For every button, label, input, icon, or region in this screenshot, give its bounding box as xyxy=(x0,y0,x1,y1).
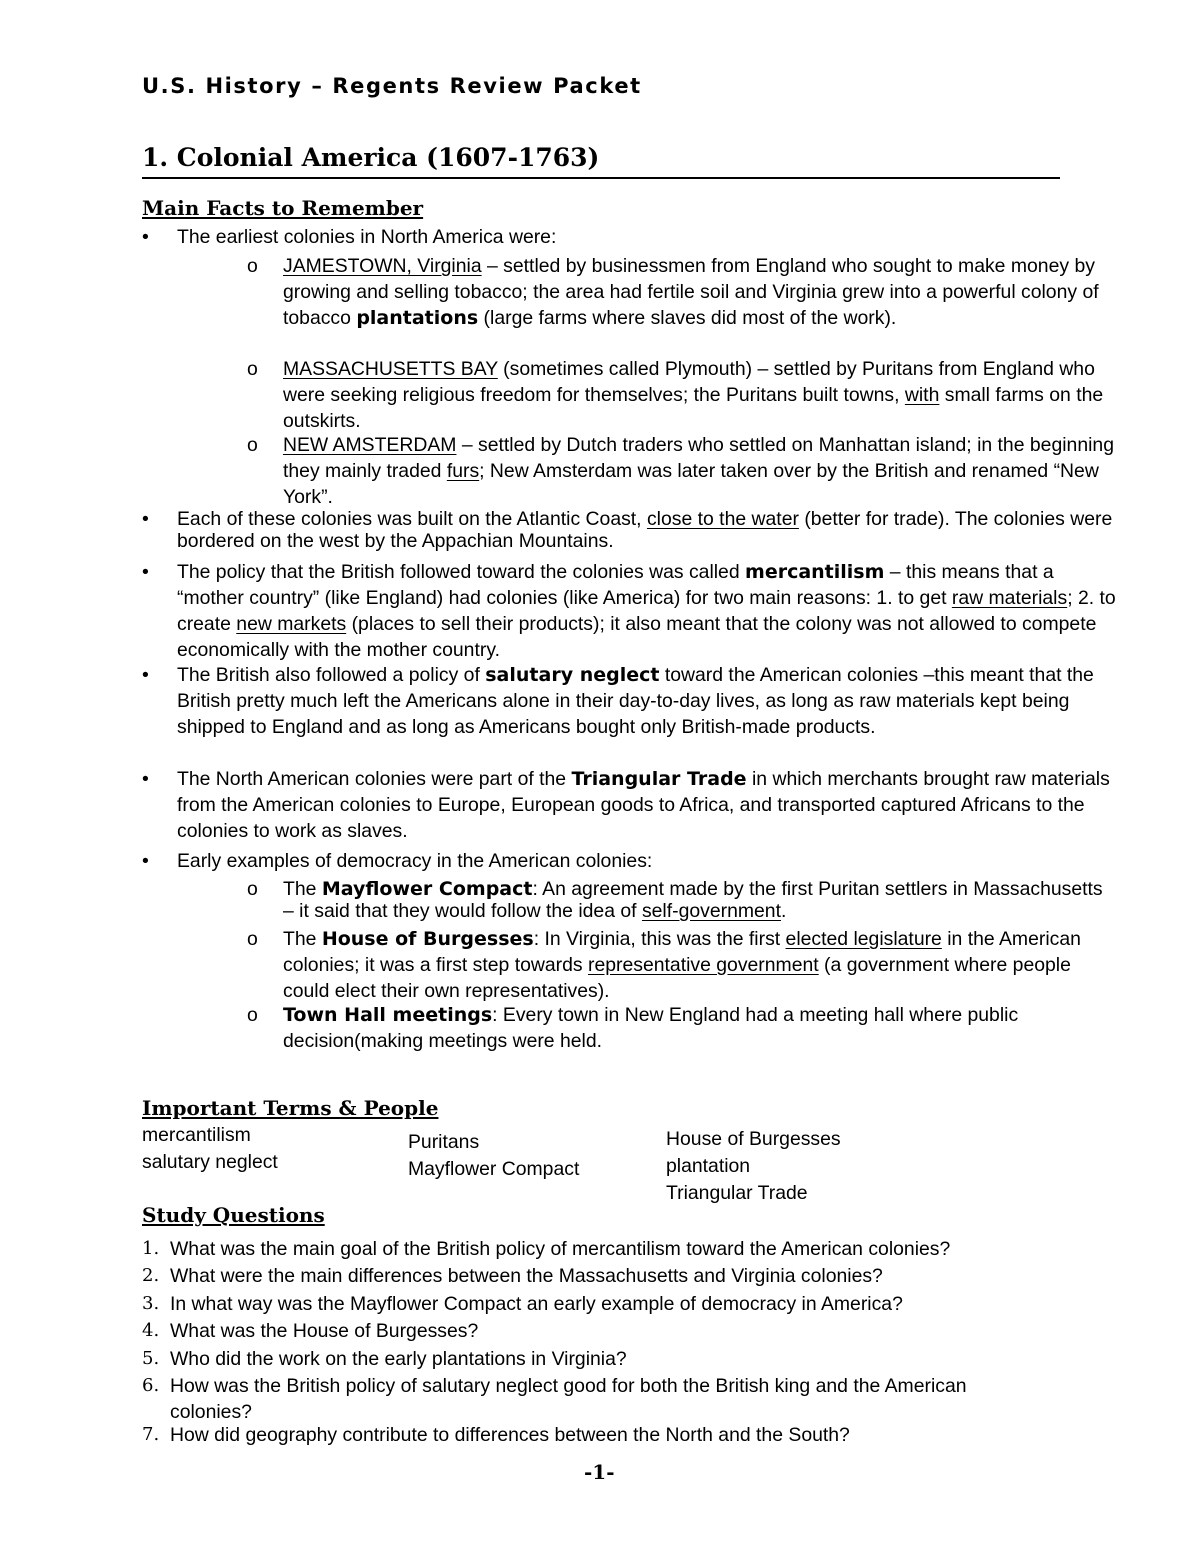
study-questions-heading: Study Questions xyxy=(142,1203,325,1227)
colony-name: JAMESTOWN, Virginia xyxy=(283,255,482,277)
question-number: 4. xyxy=(142,1320,160,1341)
colony-item-massachusetts xyxy=(247,356,1117,434)
question-number: 7. xyxy=(142,1424,160,1445)
key-term: House of Burgesses xyxy=(321,928,534,950)
chapter-title: 1. Colonial America (1607-1763) xyxy=(142,143,1060,179)
terms-column-2 xyxy=(408,1129,579,1183)
key-term: Town Hall meetings xyxy=(283,1004,493,1026)
democracy-item-burgesses xyxy=(247,926,1117,1004)
terms-heading: Important Terms & People xyxy=(142,1096,439,1120)
colony-item-jamestown xyxy=(247,253,1117,331)
study-question xyxy=(142,1346,1122,1372)
colony-text: MASSACHUSETTS BAY (sometimes called Plymouth) – settled by Puritans from England who were seeking religious freedom for themselves; the Puritans built towns, with small farms on the outskirts. xyxy=(283,358,1104,432)
key-term: Mayflower Compact xyxy=(321,878,533,900)
term-item: House of Burgesses xyxy=(666,1128,841,1150)
democracy-text: Town Hall meetings: Every town in New England had a meeting hall where public decision(making meetings were held. xyxy=(283,1004,1019,1052)
colony-item-new-amsterdam xyxy=(247,432,1117,510)
question-text: What were the main differences between the Massachusetts and Virginia colonies? xyxy=(170,1265,883,1287)
fact-bullet xyxy=(142,662,1122,740)
colony-name: MASSACHUSETTS BAY xyxy=(283,358,498,380)
question-text: What was the main goal of the British policy of mercantilism toward the American colonies? xyxy=(170,1238,951,1260)
democracy-text: The House of Burgesses: In Virginia, this was the first elected legislature in the American colonies; it was a first step towards representative government (a government where people could elect their own representatives). xyxy=(283,928,1081,1002)
question-text: In what way was the Mayflower Compact an early example of democracy in America? xyxy=(170,1293,903,1315)
fact-text: Early examples of democracy in the American colonies: xyxy=(177,850,653,872)
fact-text: The policy that the British followed toward the colonies was called mercantilism – this means that a “mother country” (like England) had colonies (like America) for two main reasons: 1. to get raw materials; 2. to create new markets (places to sell their products); it also meant that the colony was not allowed to compete economically with the mother country. xyxy=(177,561,1116,661)
study-question xyxy=(142,1236,1122,1262)
fact-text: The North American colonies were part of the Triangular Trade in which merchants brought raw materials from the American colonies to Europe, European goods to Africa, and transported captured Africans to the colonies to work as slaves. xyxy=(177,768,1110,842)
term-item: Triangular Trade xyxy=(666,1182,808,1204)
study-question xyxy=(142,1318,1122,1344)
study-question xyxy=(142,1291,1122,1317)
fact-bullet xyxy=(142,766,1122,844)
sub-bullet-mark: o xyxy=(247,434,258,456)
question-number: 2. xyxy=(142,1265,160,1286)
colony-text: NEW AMSTERDAM – settled by Dutch traders who settled on Manhattan island; in the beginning they mainly traded furs; New Amsterdam was later taken over by the British and renamed “New York”. xyxy=(283,434,1114,508)
question-number: 6. xyxy=(142,1375,160,1396)
fact-text: The earliest colonies in North America were: xyxy=(177,226,557,248)
term-item: Puritans xyxy=(408,1131,480,1153)
fact-bullet xyxy=(142,848,1122,874)
colony-name: NEW AMSTERDAM xyxy=(283,434,457,456)
democracy-item-mayflower xyxy=(247,878,1117,922)
term-item: salutary neglect xyxy=(142,1151,278,1173)
fact-text: Each of these colonies was built on the Atlantic Coast, close to the water (better for trade). The colonies were bordered on the west by the Appachian Mountains. xyxy=(177,508,1113,552)
question-text: What was the House of Burgesses? xyxy=(170,1320,479,1342)
study-question xyxy=(142,1263,1122,1289)
study-question xyxy=(142,1422,1122,1448)
question-text: How did geography contribute to differences between the North and the South? xyxy=(170,1424,850,1446)
sub-bullet-mark: o xyxy=(247,1004,258,1026)
fact-bullet xyxy=(142,508,1122,552)
bullet-mark: • xyxy=(142,850,149,872)
fact-bullet xyxy=(142,559,1122,663)
question-text: How was the British policy of salutary neglect good for both the British king and the American colonies? xyxy=(170,1375,967,1423)
sub-bullet-mark: o xyxy=(247,928,258,950)
question-number: 5. xyxy=(142,1348,160,1369)
bullet-mark: • xyxy=(142,561,149,583)
democracy-text: The Mayflower Compact: An agreement made by the first Puritan settlers in Massachusetts – it said that they would follow the idea of self-government. xyxy=(283,878,1103,922)
question-text: Who did the work on the early plantations in Virginia? xyxy=(170,1348,627,1370)
question-number: 3. xyxy=(142,1293,160,1314)
key-term: mercantilism xyxy=(745,561,885,583)
democracy-item-town-hall xyxy=(247,1002,1117,1054)
main-facts-heading: Main Facts to Remember xyxy=(142,196,424,220)
fact-text: The British also followed a policy of salutary neglect toward the American colonies –this meant that the British pretty much left the Americans alone in their day-to-day lives, as long as raw materials kept being shipped to England and as long as Americans bought only British-made products. xyxy=(177,664,1094,738)
page-number: -1- xyxy=(584,1460,615,1484)
term-item: plantation xyxy=(666,1155,751,1177)
term-item: Mayflower Compact xyxy=(408,1158,580,1180)
bullet-mark: • xyxy=(142,664,149,686)
terms-column-1 xyxy=(142,1122,278,1176)
bullet-mark: • xyxy=(142,768,149,790)
sub-bullet-mark: o xyxy=(247,878,258,900)
key-term: salutary neglect xyxy=(485,664,660,686)
term-item: mercantilism xyxy=(142,1124,251,1146)
packet-title: U.S. History – Regents Review Packet xyxy=(142,74,642,98)
question-number: 1. xyxy=(142,1238,160,1259)
sub-bullet-mark: o xyxy=(247,358,258,380)
terms-column-3 xyxy=(666,1126,841,1207)
bullet-mark: • xyxy=(142,508,149,530)
fact-bullet xyxy=(142,224,1122,250)
study-question xyxy=(142,1373,1012,1425)
bullet-mark: • xyxy=(142,226,149,248)
key-term: Triangular Trade xyxy=(571,768,747,790)
sub-bullet-mark: o xyxy=(247,255,258,277)
key-term: plantations xyxy=(356,307,479,329)
colony-text: JAMESTOWN, Virginia – settled by businessmen from England who sought to make money by growing and selling tobacco; the area had fertile soil and Virginia grew into a powerful colony of tobacco plantations (large farms where slaves did most of the work). xyxy=(283,255,1099,329)
